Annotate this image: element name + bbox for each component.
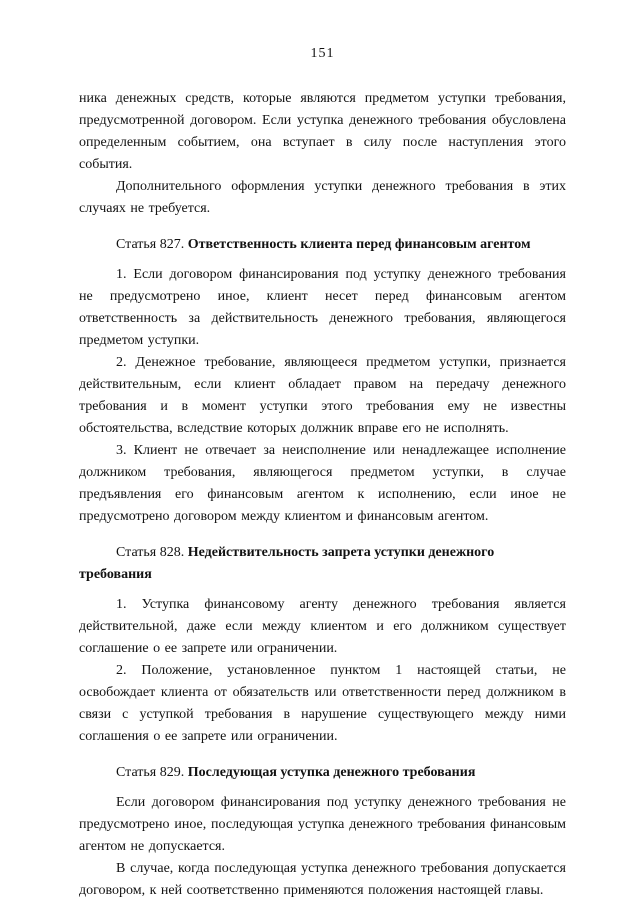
article-number: Статья 827. [116, 237, 185, 252]
paragraph: 2. Денежное требование, являющееся предметом уступки, признается действительным, если клиент обладает правом на передачу денежного требования и в момент уступки этого требования ему не известны обстоятельства, вследствие которых должник вправе его не исполнять. [79, 355, 566, 436]
paragraph: 1. Если договором финансирования под уступку денежного требования не предусмотрено иное, клиент несет перед финансовым агентом ответственность за действительность денежного требования, являющегося предметом уступки. [79, 267, 566, 348]
paragraph: Если договором финансирования под уступку денежного требования не предусмотрено иное, последующая уступка денежного требования финансовым агентом не допускается. [79, 795, 566, 854]
article-number: Статья 829. [116, 765, 185, 780]
article-heading [79, 542, 566, 586]
paragraph: Дополнительного оформления уступки денежного требования в этих случаях не требуется. [79, 179, 566, 216]
paragraph: 1. Уступка финансовому агенту денежного требования является действительной, даже если между клиентом и его должником существует соглашение о ее запрете или ограничении. [79, 597, 566, 656]
page-number: 151 [310, 46, 335, 61]
paragraph: В случае, когда последующая уступка денежного требования допускается договором, к ней соответственно применяются положения настоящей главы. [79, 861, 566, 898]
paragraph: ника денежных средств, которые являются предметом уступки требования, предусмотренной договором. Если уступка денежного требования обусловлена определенным событием, она вступает в силу после наступления этого события. [79, 91, 566, 172]
article-title: Недействительность запрета уступки денежного требования [79, 545, 495, 582]
paragraph: 2. Положение, установленное пунктом 1 настоящей статьи, не освобождает клиента от обязательств или ответственности перед должником в связи с уступкой требования в нарушение существующего между ними соглашения о ее запрете или ограничении. [79, 663, 566, 744]
article-heading [79, 234, 566, 256]
article-heading [79, 762, 566, 784]
article-number: Статья 828. [116, 545, 185, 560]
paragraph: 3. Клиент не отвечает за неисполнение или ненадлежащее исполнение должником требования, являющегося предметом уступки, в случае предъявления его финансовым агентом к исполнению, если иное не предусмотрено договором между клиентом и финансовым агентом. [79, 443, 566, 524]
article-title: Ответственность клиента перед финансовым агентом [187, 237, 531, 252]
article-title: Последующая уступка денежного требования [187, 765, 476, 780]
